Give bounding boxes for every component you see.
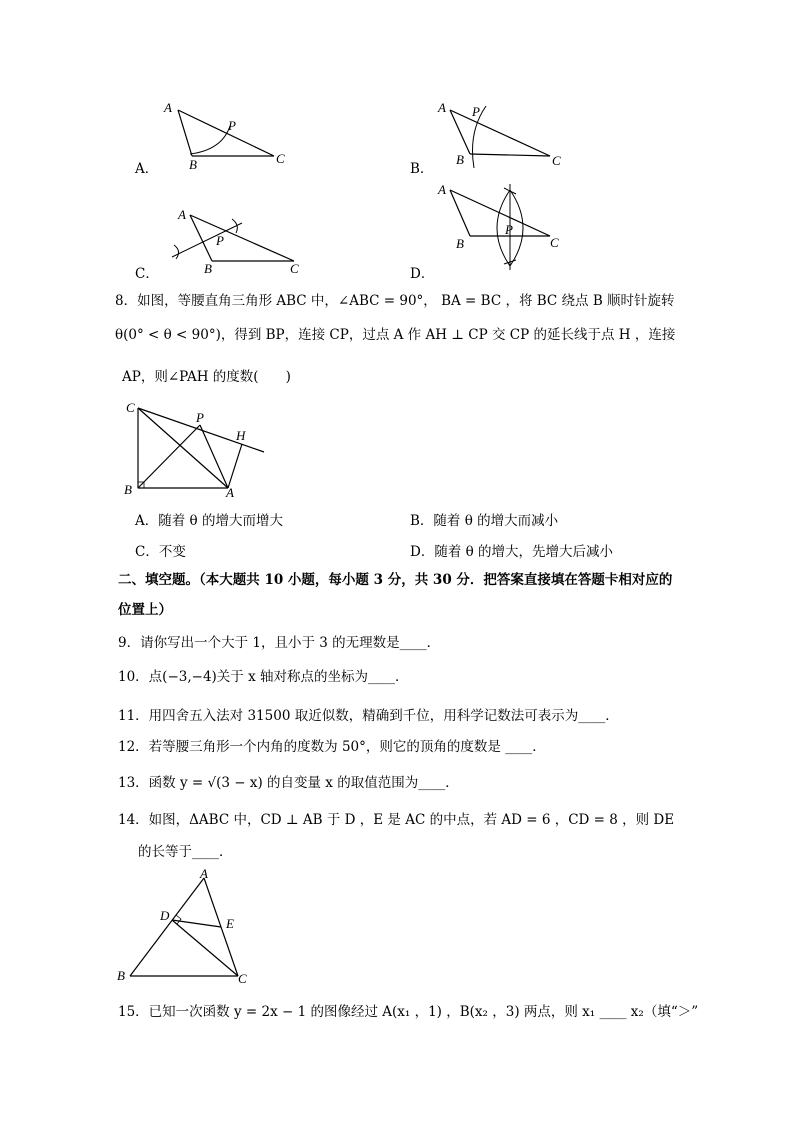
q8-label-p: P: [196, 410, 204, 425]
q14-label-d: D: [160, 908, 170, 923]
q8-option-b: B．随着 θ 的增大而减小: [410, 513, 559, 529]
q7c-label-p: P: [216, 233, 224, 248]
q7-figure-d: [434, 178, 574, 273]
q7-option-b: B．: [410, 161, 434, 177]
q10: 10．点(−3,−4)关于 x 轴对称点的坐标为____．: [118, 669, 409, 685]
q8-option-d: D．随着 θ 的增大，先增大后减小: [410, 544, 614, 560]
q8-stem-line1: 8．如图，等腰直角三角形 ABC 中，∠ABC = 90°， BA = BC ，将 BC 绕点 B 顺时针旋转: [115, 293, 675, 309]
q14-label-c: C: [238, 971, 247, 986]
q7-option-c: C．: [135, 266, 159, 282]
q7b-label-p: P: [472, 104, 480, 119]
q7b-label-b: B: [456, 152, 464, 167]
q7b-label-a: A: [438, 100, 446, 115]
q7a-label-c: C: [276, 151, 285, 166]
q7-figure-b: [434, 98, 574, 173]
q7-figure-a: [160, 98, 300, 173]
q7-option-d: D．: [410, 266, 435, 282]
q8-option-a: A．随着 θ 的增大而增大: [135, 513, 283, 529]
q7d-label-b: B: [456, 236, 464, 251]
q7-option-a: A．: [135, 161, 159, 177]
q7a-label-p: P: [228, 118, 236, 133]
q12: 12．若等腰三角形一个内角的度数为 50°，则它的顶角的度数是 ____．: [118, 739, 546, 755]
q11: 11．用四舍五入法对 31500 取近似数，精确到千位，用科学记数法可表示为____．: [118, 708, 619, 724]
q8-label-c: C: [126, 400, 135, 415]
q8-option-c: C．不变: [135, 544, 186, 560]
q13: 13．函数 y = √(3 − x) 的自变量 x 的取值范围为____．: [118, 775, 459, 791]
q7d-label-a: A: [438, 182, 446, 197]
section2-heading-line1: 二、填空题。（本大题共 10 小题，每小题 3 分，共 30 分．把答案直接填在答题卡相对应的: [118, 572, 673, 588]
q7-figure-c: [160, 203, 310, 278]
q7c-label-c: C: [290, 261, 299, 276]
q9: 9．请你写出一个大于 1，且小于 3 的无理数是____．: [118, 635, 441, 651]
q8-label-b: B: [124, 482, 132, 497]
q7d-label-c: C: [550, 235, 559, 250]
q7a-label-b: B: [189, 157, 197, 172]
q15: 15．已知一次函数 y = 2x − 1 的图像经过 A(x₁ ，1) ，B(x₂ ，3) 两点，则 x₁ ____ x₂（填“＞”: [118, 1004, 699, 1020]
q7b-label-c: C: [552, 153, 561, 168]
q14-figure: [112, 866, 262, 986]
q7d-label-p: P: [505, 222, 513, 237]
q14-stem-line2: 的长等于____．: [138, 844, 233, 860]
q14-label-e: E: [226, 916, 234, 931]
q8-label-a: A: [226, 485, 234, 500]
q14-stem-line1: 14．如图，ΔABC 中，CD ⊥ AB 于 D ，E 是 AC 的中点，若 AD = 6 ，CD = 8 ，则 DE: [118, 812, 675, 828]
q8-label-h: H: [236, 428, 246, 443]
q7c-label-b: B: [204, 261, 212, 276]
q8-stem-line3: AP，则∠PAH 的度数( ): [122, 369, 291, 385]
q8-stem-line2: θ(0° < θ < 90°)，得到 BP，连接 CP，过点 A 作 AH ⊥ CP 交 CP 的延长线于点 H ，连接: [115, 327, 676, 343]
q7a-label-a: A: [164, 100, 172, 115]
q14-label-a: A: [200, 866, 208, 881]
q8-figure: [118, 398, 278, 503]
section2-heading-line2: 位置上）: [118, 602, 172, 618]
q14-label-b: B: [117, 968, 125, 983]
q7c-label-a: A: [178, 207, 186, 222]
